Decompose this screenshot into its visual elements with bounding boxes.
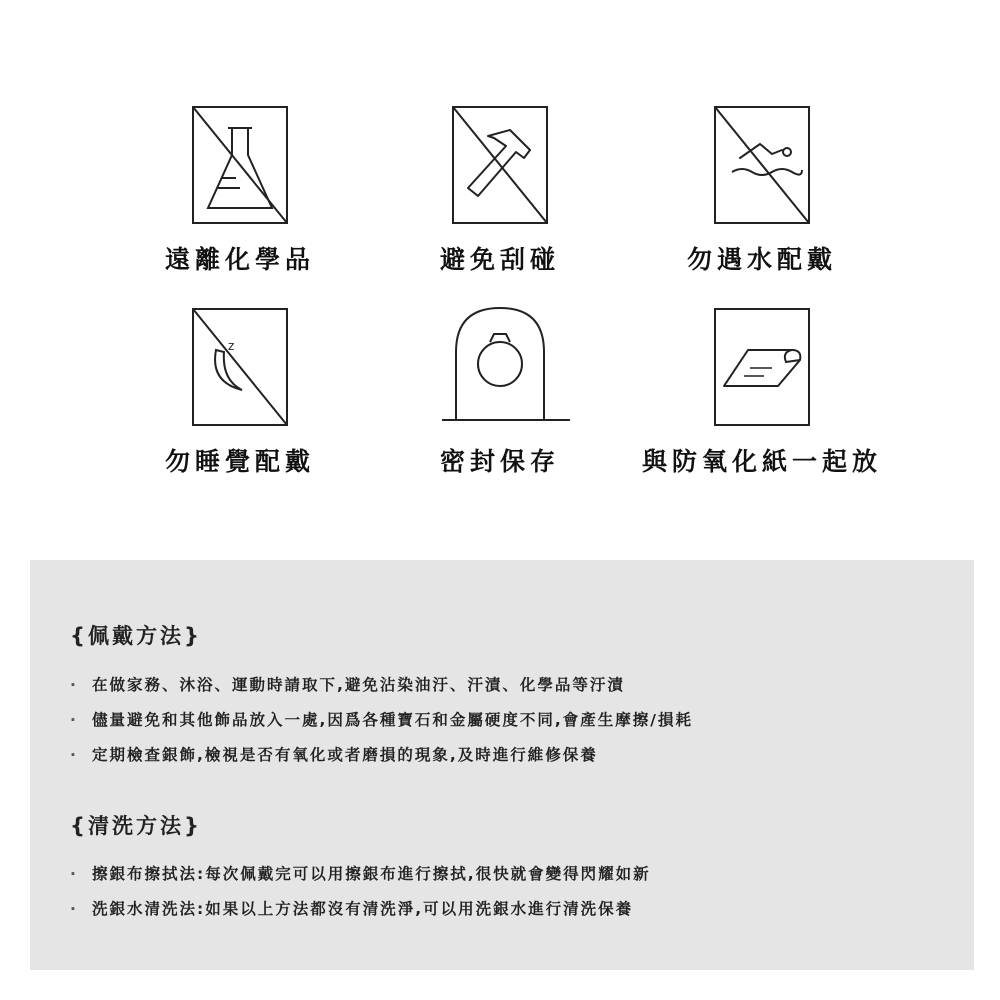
care-label: 勿睡覺配戴: [164, 447, 315, 476]
chemical-flask-prohibited-icon: [110, 100, 370, 240]
bullet-dot: ·: [70, 746, 78, 764]
bullet-text: 定期檢查銀飾,檢視是否有氧化或者磨損的現象,及時進行維修保養: [92, 746, 598, 764]
sleeping-prohibited-icon: [110, 302, 370, 442]
cleaning-bullet: [70, 862, 651, 884]
care-label: 避免刮碰: [439, 245, 560, 274]
care-item-scratch: [370, 100, 630, 320]
care-item-sealed: [370, 302, 630, 522]
hammer-prohibited-icon: [370, 100, 630, 240]
care-item-anti-oxidation: [632, 302, 892, 522]
care-label: 密封保存: [439, 447, 560, 476]
cleaning-bullet: [70, 897, 633, 919]
wearing-bullet: [70, 673, 625, 695]
bullet-text: 洗銀水清洗法:如果以上方法都沒有清洗淨,可以用洗銀水進行清洗保養: [92, 900, 634, 918]
ring-storage-icon: [370, 302, 630, 442]
care-item-sleep: [110, 302, 370, 522]
bullet-dot: ·: [70, 676, 78, 694]
wearing-bullet: [70, 708, 693, 730]
anti-oxidation-paper-icon: [632, 302, 892, 442]
svg-text:z: z: [228, 339, 235, 353]
care-item-water: [632, 100, 892, 320]
care-item-chemicals: [110, 100, 370, 320]
bullet-dot: ·: [70, 711, 78, 729]
wearing-bullet: [70, 743, 598, 765]
care-label: 遠離化學品: [164, 245, 315, 274]
bullet-dot: ·: [70, 865, 78, 883]
bullet-dot: ·: [70, 900, 78, 918]
bullet-text: 儘量避免和其他飾品放入一處,因爲各種寶石和金屬硬度不同,會產生摩擦/損耗: [92, 711, 693, 729]
care-label: 與防氧化紙一起放: [641, 447, 882, 476]
care-label: 勿遇水配戴: [686, 245, 837, 274]
cleaning-method-title: {清洗方法}: [70, 814, 202, 838]
swimming-prohibited-icon: [632, 100, 892, 240]
bullet-text: 擦銀布擦拭法:每次佩戴完可以用擦銀布進行擦拭,很快就會變得閃耀如新: [92, 865, 651, 883]
bullet-text: 在做家務、沐浴、運動時請取下,避免沾染油汙、汗漬、化學品等汙漬: [92, 676, 625, 694]
wearing-method-title: {佩戴方法}: [70, 624, 202, 648]
